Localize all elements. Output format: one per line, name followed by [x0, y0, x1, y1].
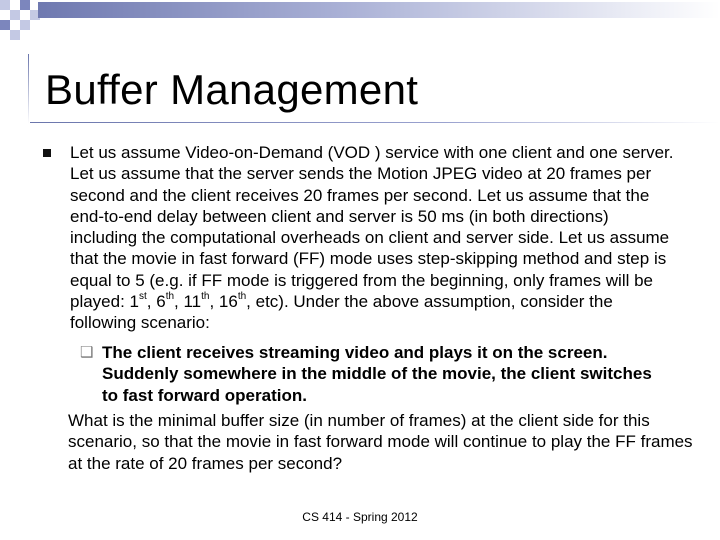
question-text: What is the minimal buffer size (in number of frames) at the client side for this scenario, so that the movie in fast forward mode will continue to play the FF frames at the rate of 20 frames per second?	[68, 411, 693, 473]
frame-separator: , 6	[146, 292, 166, 312]
square-bullet-icon	[43, 149, 51, 157]
ordinal-suffix: th	[201, 291, 210, 303]
hollow-square-bullet-icon: ❑	[80, 344, 94, 361]
header-gradient-bar	[38, 2, 720, 18]
title-underline	[30, 122, 720, 123]
slide-title: Buffer Management	[45, 66, 419, 113]
intro-tail: , etc). Under the above assumption, consider the following scenario:	[70, 292, 613, 333]
ordinal-suffix: th	[165, 291, 175, 303]
ordinal-suffix: st	[139, 291, 147, 303]
slide-footer: CS 414 - Spring 2012	[302, 510, 418, 524]
frame-separator: , 11	[174, 292, 202, 312]
scenario-text: The client receives streaming video and plays it on the screen. Suddenly somewhere in the middle of the movie, the client switches to fast forward operation.	[102, 343, 652, 405]
title-side-rule	[28, 54, 29, 124]
ordinal-suffix: th	[237, 291, 247, 303]
frame-separator: , 16	[209, 292, 238, 312]
intro-text: Let us assume Video-on-Demand (VOD ) service with one client and one server. Let us assume that the server sends the Motion JPEG video at 20 frames per second and the client receives 20 frames per second. Let us assume that the end-to-end delay between client and server is 50 ms (in both directions) including the computational overheads on client and server side. Let us assume that the movie in fast forward (FF) mode uses step-skipping method and step is equal to 5 (e.g. if FF mode is triggered from the beginning, only frames will be played: 1	[70, 143, 674, 312]
intro-paragraph	[70, 142, 680, 334]
